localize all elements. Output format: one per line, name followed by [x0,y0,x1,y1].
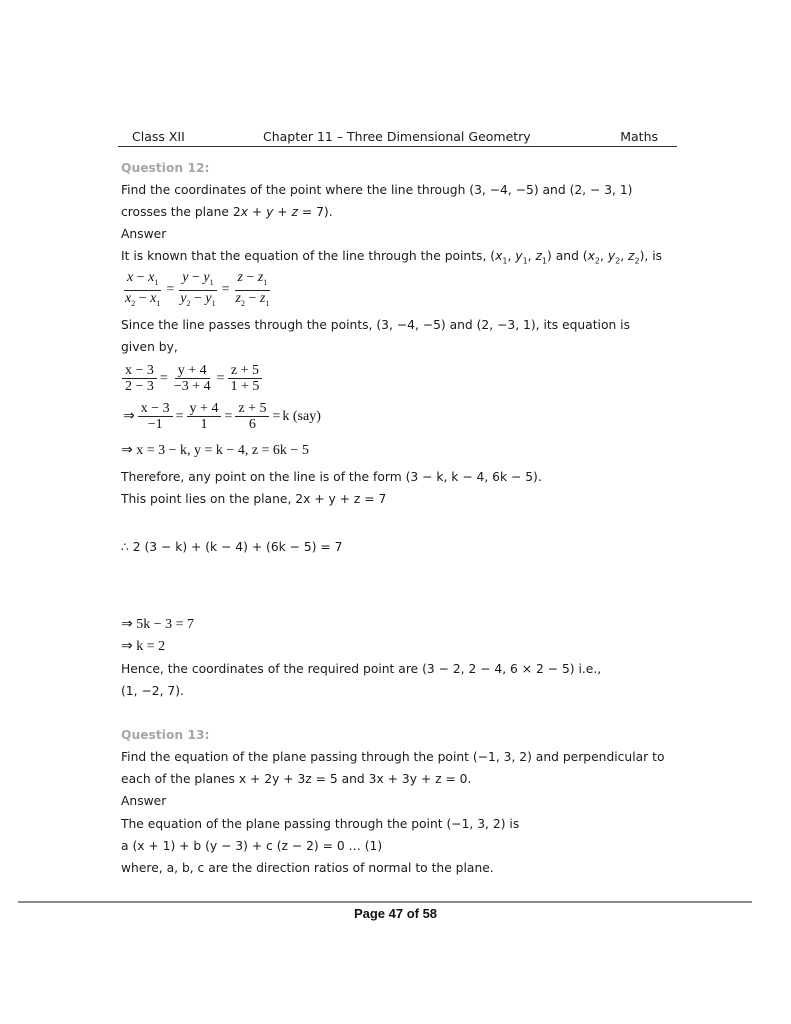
question-13-label: Question 13: [121,728,210,742]
hence-line-1: Hence, the coordinates of the required point are (3 − 2, 2 − 4, 6 × 2 − 5) i.e., [121,662,602,676]
question-12-label: Question 12: [121,161,210,175]
q13-line-3: where, a, b, c are the direction ratios of normal to the plane. [121,861,494,875]
eq2-num1: x − 3 [138,401,173,417]
eq2-den1: −1 [147,417,163,432]
page-header [118,128,677,147]
header-subject: Maths [620,129,658,144]
eq1-den1: 2 − 3 [125,379,154,394]
q13-line-1: The equation of the plane passing through the point (−1, 3, 2) is [121,817,520,831]
q13-line-2: a (x + 1) + b (y − 3) + c (z − 2) = 0 … (1) [121,839,383,853]
eq1-den3: 1 + 5 [230,379,260,394]
eq2-den2: 1 [200,417,208,432]
since-statement: Since the line passes through the points, (3, −4, −5) and (2, −3, 1), its equation is [121,318,630,332]
therefore-statement: Therefore, any point on the line is of the form (3 − k, k − 4, 6k − 5). [121,470,542,484]
q12-text2-pre: crosses the plane 2 [121,205,241,219]
known-pre: It is known that the equation of the line through the points, ( [121,249,496,263]
general-line-equation: $\frac{x - x_1}{x_2 - x_1}$ = $\frac{y - y_1}{y_2 - y_1}$ = $\frac{z - z_1}{z_2 - z_1}$ [125,270,270,308]
question-12-text-1: Find the coordinates of the point where the line through (3, −4, −5) and (2, − 3, 1) [121,183,633,197]
footer-divider [18,901,752,903]
answer-label-13: Answer [121,794,167,808]
header-class: Class XII [132,129,185,144]
step-1: ⇒ 5k − 3 = 7 [121,617,195,632]
line-equation-2: ⇒ $\frac{x - 3}{-1}$ = $\frac{y + 4}{1}$ = $\frac{z + 5}{6}$ = k (say) [123,401,321,432]
page-number: Page 47 of 58 [353,906,438,921]
eq1-num3: z + 5 [228,363,262,379]
header-chapter: Chapter 11 – Three Dimensional Geometry [263,129,531,144]
hence-line-2: (1, −2, 7). [121,684,184,698]
answer-label-12: Answer [121,227,167,241]
question-13-text-2: each of the planes x + 2y + 3z = 5 and 3x + 3y + z = 0. [121,772,472,786]
substitution: ∴ 2 (3 − k) + (k − 4) + (6k − 5) = 7 [121,540,343,554]
known-statement: It is known that the equation of the line through the points, ($x_1$, $y_1$, $z_1$) and ($x_2$, $y_2$, $z_2$), is [121,249,663,266]
lies-statement: This point lies on the plane, 2x + y + z = 7 [121,492,387,506]
parametric-equation: ⇒ x = 3 − k, y = k − 4, z = 6k − 5 [121,443,309,458]
eq1-num2: y + 4 [175,363,210,379]
eq1-den2: −3 + 4 [173,379,211,394]
eq2-num2: y + 4 [187,401,222,417]
eq2-rhs: k (say) [282,408,321,424]
eq1-num1: x − 3 [122,363,157,379]
step-2: ⇒ k = 2 [121,639,166,654]
question-13-text-1: Find the equation of the plane passing through the point (−1, 3, 2) and perpendicular to [121,750,665,764]
given-by: given by, [121,340,178,354]
eq2-num3: z + 5 [235,401,269,417]
eq2-den3: 6 [248,417,256,432]
line-equation-1: $\frac{x - 3}{2 - 3}$ = $\frac{y + 4}{-3 + 4}$ = $\frac{z + 5}{1 + 5}$ [121,363,263,394]
question-12-text-2: crosses the plane 2x + y + z = 7). [121,205,333,219]
